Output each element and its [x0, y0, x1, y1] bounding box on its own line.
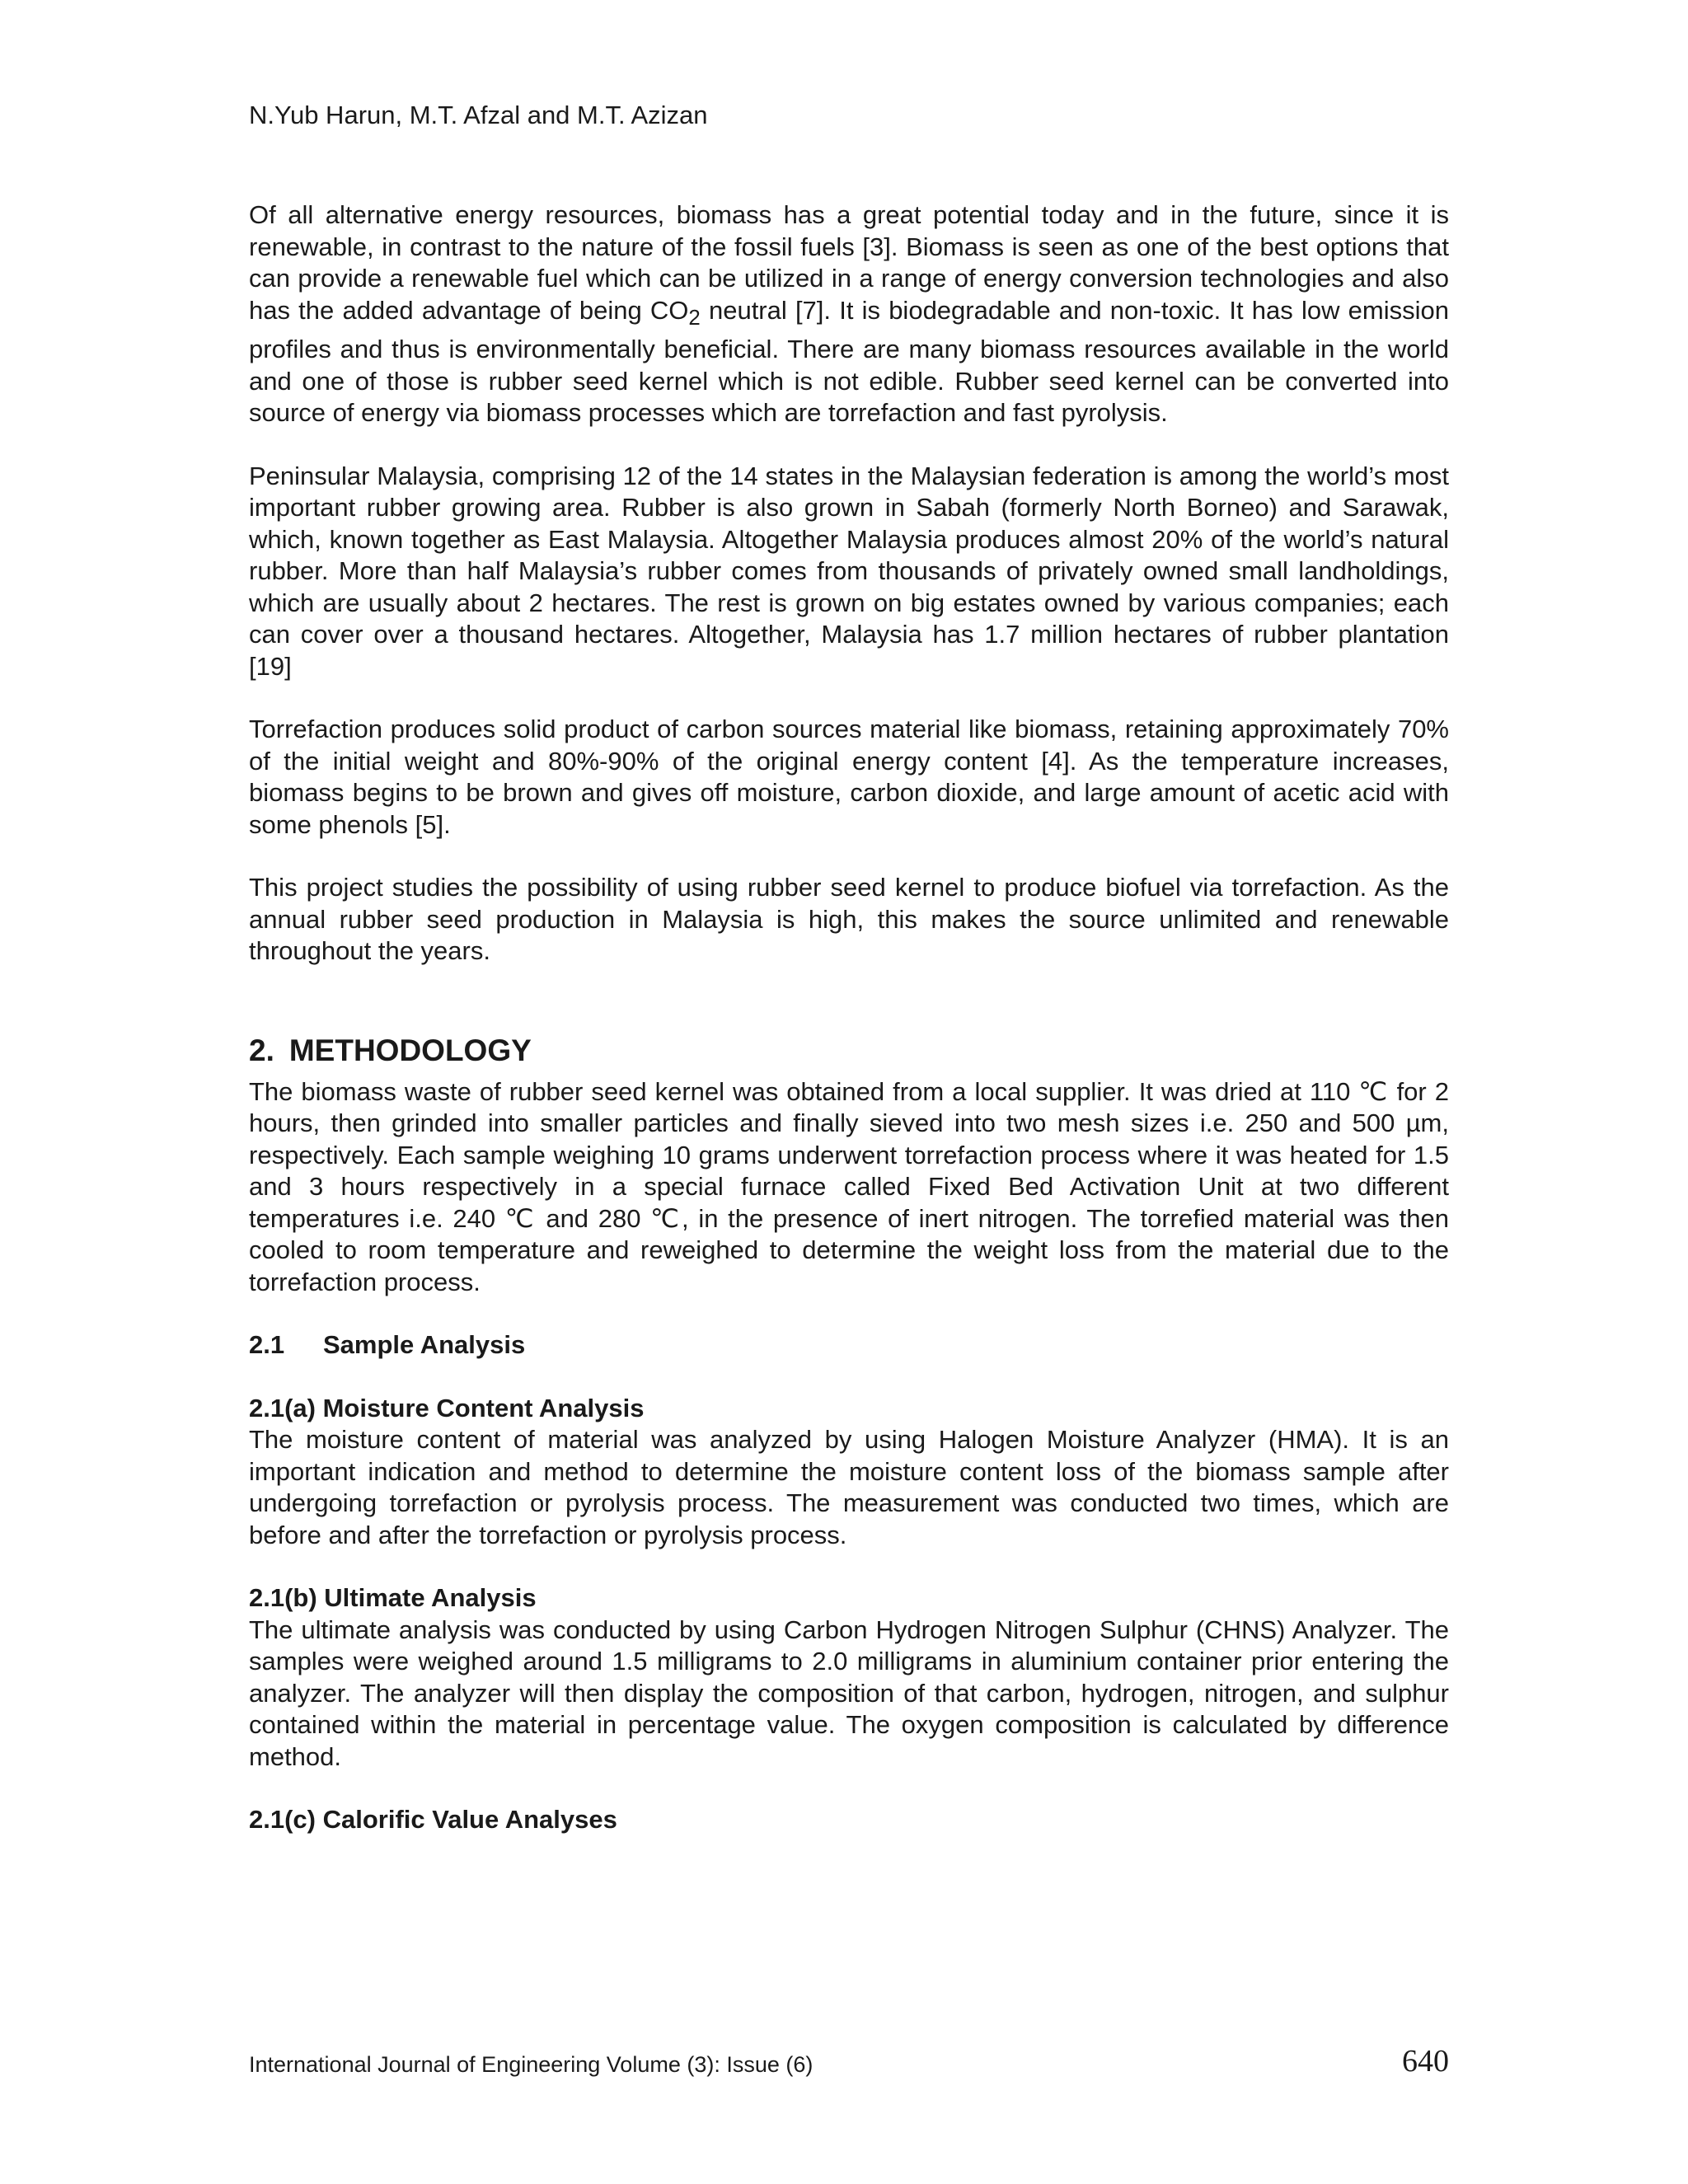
page-number: 640: [1402, 2044, 1449, 2079]
subsection-title: Sample Analysis: [323, 1330, 526, 1360]
body-text: [249, 199, 1449, 1836]
methodology-paragraph: The biomass waste of rubber seed kernel was obtained from a local supplier. It was dried at 110 ℃ for 2 hours, then grinded into smaller particles and finally sieved into two mesh sizes i.e. 250 and 500 µm, respectively. Each sample weighing 10 grams underwent torrefaction process where it was heated for 1.5 and 3 hours respectively in a special furnace called Fixed Bed Activation Unit at two different temperatures i.e. 240 ℃ and 280 ℃, in the presence of inert nitrogen. The torrefied material was then cooled to room temperature and reweighed to determine the weight loss from the material due to the torrefaction process.: [249, 1076, 1449, 1296]
intro-paragraph-1: [249, 199, 1449, 429]
heading-ultimate-analysis: 2.1(b) Ultimate Analysis: [249, 1583, 537, 1613]
section-number: 2.: [249, 1033, 274, 1067]
section-title: METHODOLOGY: [288, 1033, 532, 1067]
footer-journal-info: International Journal of Engineering Volume (3): Issue (6): [249, 2052, 814, 2077]
subsection-number: 2.1: [249, 1330, 285, 1360]
heading-calorific-value: 2.1(c) Calorific Value Analyses: [249, 1805, 617, 1835]
paper-page: [249, 0, 1449, 2184]
intro-paragraph-4: This project studies the possibility of using rubber seed kernel to produce biofuel via torrefaction. As the annual rubber seed production in Malaysia is high, this makes the source unlimited and renewable throughout the years.: [249, 873, 1449, 966]
intro-paragraph-1-part-a: Of all alternative energy resources, biomass has a great potential today and in the future, since it is renewable, in contrast to the nature of the fossil fuels [3]. Biomass is seen as one of the best options that can provide a renewable fuel which can be utilized in a range of energy conversion technologies and also has the added advantage of being CO: [249, 200, 1449, 325]
intro-paragraph-3: Torrefaction produces solid product of carbon sources material like biomass, retaining approximately 70% of the initial weight and 80%-90% of the original energy content [4]. As the temperature increases, biomass begins to be brown and gives off moisture, carbon dioxide, and large amount of acetic acid with some phenols [5].: [249, 715, 1449, 839]
heading-moisture-content: 2.1(a) Moisture Content Analysis: [249, 1393, 645, 1422]
subsection-heading-sample-analysis: [249, 1329, 1449, 1361]
section-heading-methodology: [249, 1032, 1449, 1070]
running-head-authors: N.Yub Harun, M.T. Afzal and M.T. Azizan: [249, 101, 708, 129]
intro-paragraph-2: Peninsular Malaysia, comprising 12 of the 14 states in the Malaysian federation is among the world’s most important rubber growing area. Rubber is also grown in Sabah (formerly North Borneo) and Sarawak, which, known together as East Malaysia. Altogether Malaysia produces almost 20% of the world’s natural rubber. More than half Malaysia’s rubber comes from thousands of privately owned small landholdings, which are usually about 2 hectares. The rest is grown on big estates owned by various companies; each can cover over a thousand hectares. Altogether, Malaysia has 1.7 million hectares of rubber plantation [19]: [249, 461, 1449, 681]
ultimate-analysis-paragraph: The ultimate analysis was conducted by using Carbon Hydrogen Nitrogen Sulphur (CHNS) Analyzer. The samples were weighed around 1.5 milligrams to 2.0 milligrams in aluminium container prior entering the analyzer. The analyzer will then display the composition of that carbon, hydrogen, nitrogen, and sulphur contained within the material in percentage value. The oxygen composition is calculated by difference method.: [249, 1615, 1449, 1771]
moisture-content-paragraph: The moisture content of material was analyzed by using Halogen Moisture Analyzer (HMA). It is an important indication and method to determine the moisture content loss of the biomass sample after undergoing torrefaction or pyrolysis process. The measurement was conducted two times, which are before and after the torrefaction or pyrolysis process.: [249, 1425, 1449, 1549]
intro-paragraph-1-part-b: neutral [7]. It is biodegradable and non-toxic. It has low emission profiles and thus is environmentally beneficial. There are many biomass resources available in the world and one of those is rubber seed kernel which is not edible. Rubber seed kernel can be converted into source of energy via biomass processes which are torrefaction and fast pyrolysis.: [249, 295, 1449, 428]
co2-subscript: 2: [688, 306, 701, 330]
